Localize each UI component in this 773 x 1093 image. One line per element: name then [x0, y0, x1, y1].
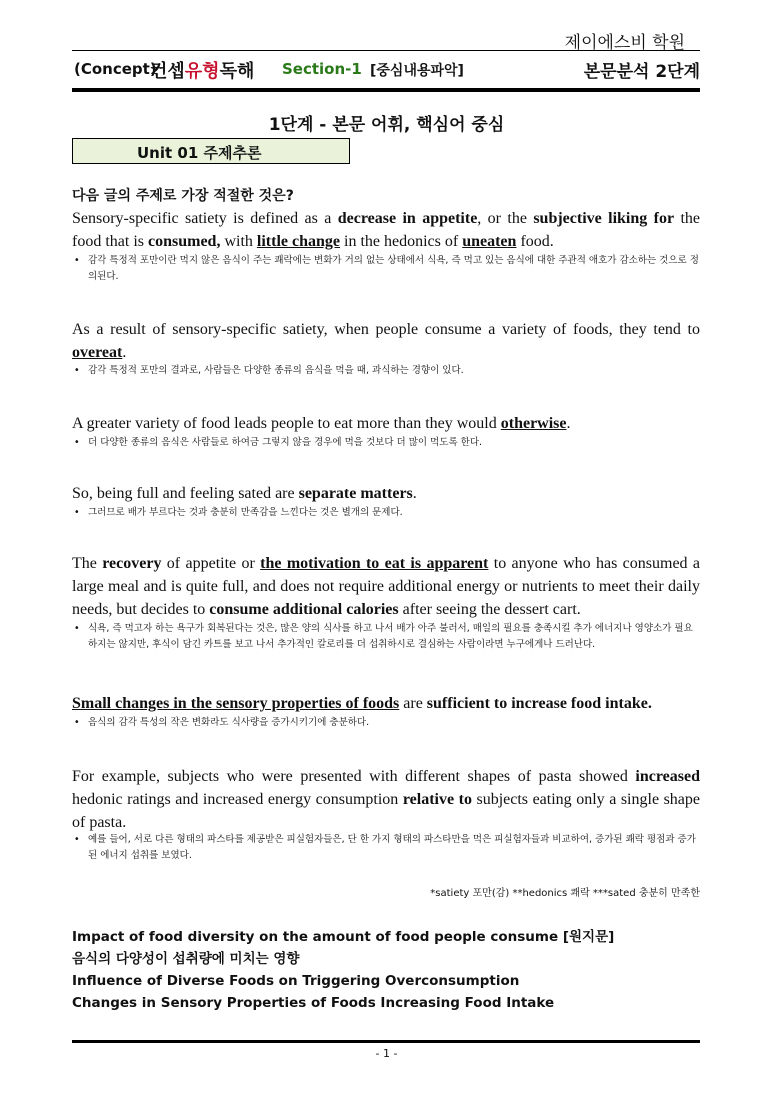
kr-translation-5: • 식욕, 즉 먹고자 하는 욕구가 회복된다는 것은, 많은 양의 식사를 하고 나서 배가 아주 불러서, 매일의 필요를 충족시킬 추가 에너지나 영양소가 필요하지는 않지만, 후식이 담긴 카트를 보고 나서 추가적인 칼로리를 더 섭취하시로 결심하는 사람이라면 누구에게나 드러난다.: [72, 621, 700, 653]
en-paragraph-7: For example, subjects who were presented with different shapes of pasta showed increased hedonic ratings and increased energy consumption relative to subjects eating only a single shape of pasta.: [72, 768, 701, 831]
series-title: 컨셉유형독해: [150, 61, 255, 82]
en-paragraph-1: Sensory-specific satiety is defined as a decrease in appetite, or the subjective liking for the food that is consumed, with little change in the hedonics of uneaten food.: [72, 210, 700, 250]
academy-name: 제이에스비 학원: [564, 33, 685, 53]
footer-rule: [72, 1040, 700, 1043]
answer-line: 음식의 다양성이 섭취량에 미치는 영향: [72, 951, 300, 967]
answer-line: Changes in Sensory Properties of Foods Increasing Food Intake: [72, 995, 555, 1011]
en-paragraph-6: Small changes in the sensory properties of foods are sufficient to increase food intake.: [72, 695, 652, 712]
section-label: Section-1: [282, 60, 362, 78]
answer-line: Influence of Diverse Foods on Triggering Overconsumption: [72, 973, 520, 989]
kr-translation-2: • 감각 특정적 포만의 결과로, 사람들은 다양한 종류의 음식을 먹을 때, 과식하는 경향이 있다.: [72, 363, 700, 379]
glossary-note: *satiety 포만(감) **hedonics 쾌락 ***sated 충분히 만족한: [430, 888, 700, 899]
header-bottom-rule: [72, 88, 700, 92]
concept-label: (Concept): [74, 60, 157, 78]
kr-translation-6: • 음식의 감각 특성의 작은 변화라도 식사량을 증가시키기에 충분하다.: [72, 715, 700, 731]
kr-translation-1: • 감각 특정적 포만이란 먹지 않은 음식이 주는 쾌락에는 변화가 거의 없는 상태에서 식욕, 즉 먹고 있는 음식에 대한 주관적 애호가 감소하는 것으로 정의된다.: [72, 253, 700, 285]
unit-box: [72, 138, 350, 164]
en-paragraph-2: As a result of sensory-specific satiety, when people consume a variety of foods, they tend to overeat.: [72, 321, 700, 361]
analysis-stage: 본문분석 2단계: [583, 62, 700, 82]
question-prompt: 다음 글의 주제로 가장 적절한 것은?: [72, 188, 294, 204]
kr-translation-7: • 예를 들어, 서로 다른 형태의 파스타를 제공받은 피실험자들은, 단 한 가지 형태의 파스타만을 먹은 피실험자들과 비교하여, 증가된 쾌락 평점과 증가된 에너지 섭취를 보였다.: [72, 832, 700, 864]
kr-translation-3: • 더 다양한 종류의 음식은 사람들로 하여금 그렇지 않을 경우에 먹을 것보다 더 많이 먹도록 한다.: [72, 435, 700, 451]
kr-translation-4: • 그러므로 배가 부르다는 것과 충분히 만족감을 느낀다는 것은 별개의 문제다.: [72, 505, 700, 521]
en-paragraph-5: The recovery of appetite or the motivation to eat is apparent to anyone who has consumed a large meal and is quite full, and does not require additional energy or nutrients to meet their daily needs, but decides to consume additional calories after seeing the dessert cart.: [72, 555, 701, 618]
stage-title: 1단계 - 본문 어휘, 핵심어 중심: [268, 115, 505, 135]
en-paragraph-4: So, being full and feeling sated are separate matters.: [72, 485, 417, 502]
answer-line: Impact of food diversity on the amount of food people consume [원지문]: [72, 929, 615, 945]
header-bar: [72, 56, 700, 86]
unit-label: Unit 01 주제추론: [137, 144, 262, 162]
answer-list: [72, 926, 700, 1014]
en-paragraph-3: A greater variety of food leads people to eat more than they would otherwise.: [72, 415, 571, 432]
topic-label: [중심내용파악]: [370, 63, 464, 79]
header-top-rule: [72, 50, 700, 51]
page-number: - 1 -: [375, 1047, 398, 1060]
